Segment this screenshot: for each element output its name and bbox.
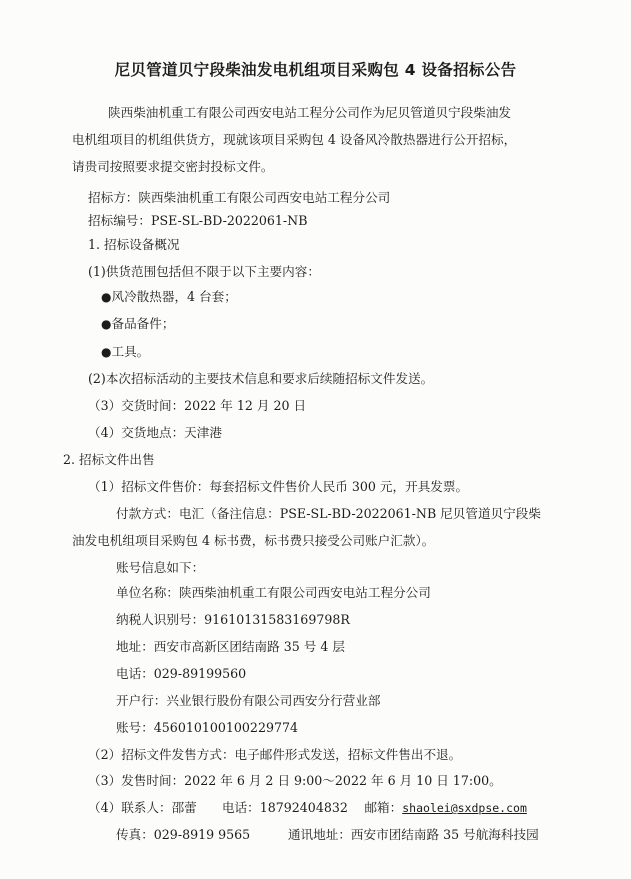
account-heading: 账号信息如下： xyxy=(116,560,205,575)
delivery-place: （4）交货地点：天津港 xyxy=(88,425,222,440)
document-title: 尼贝管道贝宁段柴油发电机组项目采购包 4 设备招标公告 xyxy=(114,61,517,79)
contact-info: （4）联系人：邵蕾 电话：18792404832 邮箱： xyxy=(88,800,403,815)
company-name: 单位名称：陕西柴油机重工有限公司西安电站工程分公司 xyxy=(116,585,431,600)
list-item-text: 工具。 xyxy=(111,344,150,359)
document-price: （1）招标文件售价：每套招标文件售价人民币 300 元，开具发票。 xyxy=(88,479,469,494)
tenderer: 招标方：陕西柴油机重工有限公司西安电站工程分公司 xyxy=(88,190,391,205)
contact-line xyxy=(88,800,527,816)
tender-number: 招标编号：PSE-SL-BD-2022061-NB xyxy=(88,213,308,228)
bullet-icon: ● xyxy=(101,345,112,359)
sale-time: （3）发售时间：2022 年 6 月 2 日 9:00～2022 年 6 月 10 日 17:00。 xyxy=(88,773,502,788)
tech-info: (2)本次招标活动的主要技术信息和要求后续随招标文件发送。 xyxy=(88,371,434,386)
list-item-text: 风冷散热器，4 台套； xyxy=(111,289,237,304)
list-item xyxy=(101,344,149,360)
bullet-icon: ● xyxy=(101,290,112,304)
section-2-heading: 2. 招标文件出售 xyxy=(63,452,155,467)
list-item xyxy=(101,316,174,332)
bank: 开户行：兴业银行股份有限公司西安分行营业部 xyxy=(116,693,381,708)
account-number: 账号：456010100100229774 xyxy=(116,720,299,735)
intro-line-2: 电机组项目的机组供货方，现就该项目采购包 4 设备风冷散热器进行公开招标， xyxy=(72,132,517,147)
tax-id: 纳税人识别号：91610131583169798R xyxy=(116,612,350,627)
phone: 电话：029-89199560 xyxy=(116,666,247,681)
email-link[interactable]: shaolei@sxdpse.com xyxy=(402,801,527,815)
address: 地址：西安市高新区团结南路 35 号 4 层 xyxy=(116,639,345,654)
list-item-text: 备品备件； xyxy=(111,316,175,331)
sale-method: （2）招标文件发售方式：电子邮件形式发送，招标文件售出不退。 xyxy=(88,747,462,762)
bullet-icon: ● xyxy=(101,317,112,331)
list-item xyxy=(101,289,237,305)
supply-scope: (1)供货范围包括但不限于以下主要内容： xyxy=(88,264,320,279)
payment-line-2: 油发电机组项目采购包 4 标书费，标书费只接受公司账户汇款）。 xyxy=(72,533,435,548)
delivery-time: （3）交货时间：2022 年 12 月 20 日 xyxy=(88,398,307,413)
fax-address-line: 传真：029-8919 9565 通讯地址：西安市团结南路 35 号航海科技园 xyxy=(116,827,539,842)
section-1-heading: 1. 招标设备概况 xyxy=(88,237,180,252)
intro-line-1: 陕西柴油机重工有限公司西安电站工程分公司作为尼贝管道贝宁段柴油发 xyxy=(108,105,511,120)
intro-line-3: 请贵司按照要求提交密封投标文件。 xyxy=(72,159,274,174)
payment-line-1: 付款方式：电汇（备注信息：PSE-SL-BD-2022061-NB 尼贝管道贝宁段柴 xyxy=(116,506,541,521)
